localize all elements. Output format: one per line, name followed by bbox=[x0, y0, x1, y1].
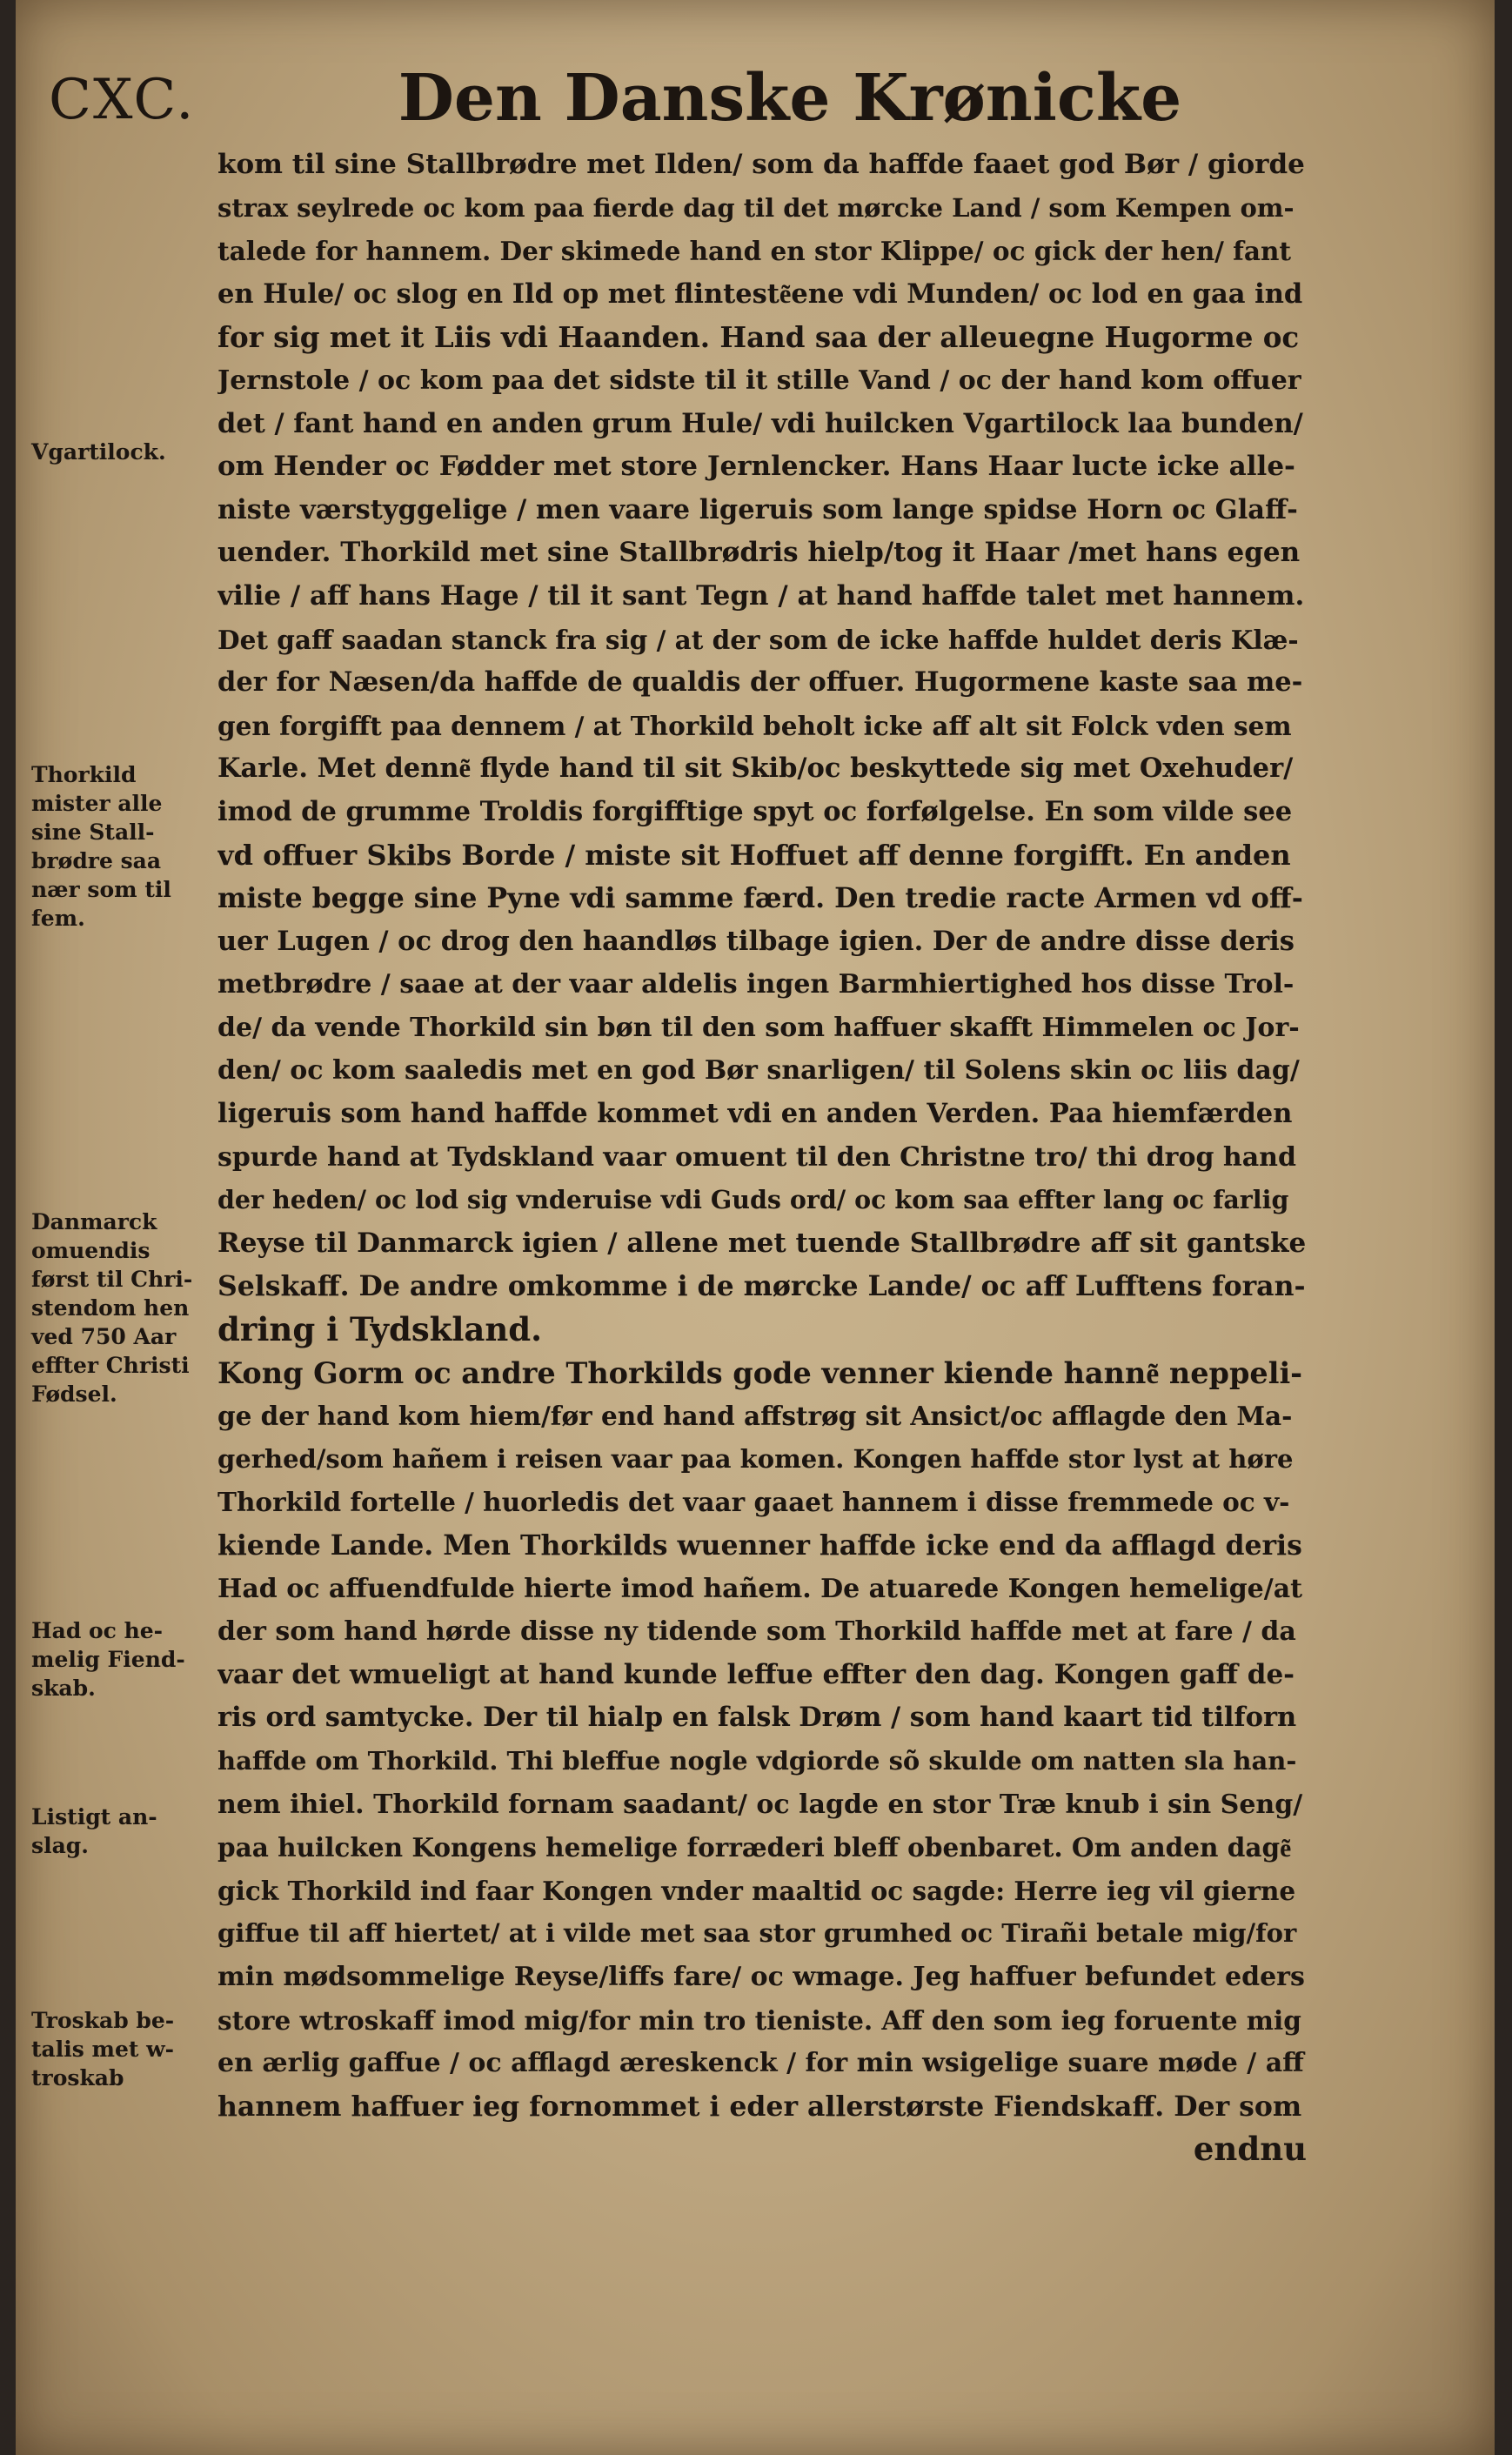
body-line: Jernstole / oc kom paa det sidste til it stille Vand / oc der hand kom offuer bbox=[217, 365, 1301, 396]
body-line: en Hule/ oc slog en Ild op met flinteste͂ene vdi Munden/ oc lod en gaa ind bbox=[217, 278, 1303, 310]
body-line: der som hand hørde disse ny tidende som Thorkild haffde met at fare / da bbox=[217, 1616, 1296, 1648]
body-line: uender. Thorkild met sine Stallbrødris hielp/tog it Haar /met hans egen bbox=[217, 537, 1301, 569]
body-line: min mødsommelige Reyse/liffs fare/ oc wmage. Jeg haffuer befundet eders bbox=[217, 1961, 1305, 1992]
body-line: de/ da vende Thorkild sin bøn til den som haffuer skafft Himmelen oc Jor- bbox=[217, 1012, 1300, 1043]
body-line: Thorkild fortelle / huorledis det vaar gaaet hannem i disse fremmede oc v- bbox=[217, 1487, 1290, 1518]
body-line: hannem haffuer ieg fornommet i eder allerstørste Fiendskaff. Der som bbox=[217, 2090, 1302, 2123]
margin-note-vgartilock bbox=[31, 438, 214, 466]
margin-note-line: mister alle bbox=[31, 791, 163, 816]
margin-note-line: Had oc he- bbox=[31, 1618, 164, 1643]
body-line: giffue til aff hiertet/ at i vilde met saa stor grumhed oc Tirañi betale mig/for bbox=[217, 1918, 1297, 1949]
body-line: vd offuer Skibs Borde / miste sit Hoffuet aff denne forgifft. En anden bbox=[217, 838, 1291, 872]
margin-note-line: Danmarck bbox=[31, 1209, 157, 1234]
body-line: imod de grumme Troldis forgifftige spyt oc forfølgelse. En som vilde see bbox=[217, 795, 1293, 827]
body-line: vilie / aff hans Hage / til it sant Tegn / at hand haffde talet met hannem. bbox=[217, 579, 1305, 612]
body-line: vaar det wmueligt at hand kunde leffue effter den dag. Kongen gaff de- bbox=[217, 1658, 1295, 1690]
body-line: ge der hand kom hiem/før end hand affstrøg sit Ansict/oc afflagde den Ma- bbox=[217, 1401, 1293, 1432]
margin-note-line: brødre saa bbox=[31, 848, 162, 873]
margin-note-troskab-betalis bbox=[31, 2006, 214, 2092]
margin-note-line: Vgartilock. bbox=[31, 439, 166, 465]
body-line: Kong Gorm oc andre Thorkilds gode venner kiende hanne͂ neppeli- bbox=[217, 1355, 1303, 1390]
body-line: kiende Lande. Men Thorkilds wuenner haffde icke end da afflagd deris bbox=[217, 1529, 1302, 1562]
body-line: den/ oc kom saaledis met en god Bør snarligen/ til Solens skin oc liis dag/ bbox=[217, 1055, 1300, 1087]
margin-note-line: fem. bbox=[31, 906, 85, 931]
margin-note-line: ved 750 Aar bbox=[31, 1324, 177, 1349]
body-line: for sig met it Liis vdi Haanden. Hand saa der alleuegne Hugorme oc bbox=[217, 320, 1300, 355]
body-line: Selskaff. De andre omkomme i de mørcke Lande/ oc aff Lufftens foran- bbox=[217, 1270, 1306, 1303]
margin-note-line: troskab bbox=[31, 2065, 124, 2090]
body-line: nem ihiel. Thorkild fornam saadant/ oc lagde en stor Træ knub i sin Seng/ bbox=[217, 1789, 1303, 1820]
margin-note-line: talis met w- bbox=[31, 2037, 175, 2062]
body-line: endnu bbox=[1193, 2130, 1307, 2169]
margin-note-line: skab. bbox=[31, 1676, 96, 1701]
margin-note-line: Thorkild bbox=[31, 762, 137, 787]
body-line: Karle. Met denne͂ flyde hand til sit Skib/oc beskyttede sig met Oxehuder/ bbox=[217, 753, 1294, 785]
body-line: det / fant hand en anden grum Hule/ vdi huilcken Vgartilock laa bunden/ bbox=[217, 407, 1303, 439]
body-line: Had oc affuendfulde hierte imod hañem. De atuarede Kongen hemelige/at bbox=[217, 1573, 1303, 1604]
margin-note-line: effter Christi bbox=[31, 1353, 190, 1378]
body-line: haffde om Thorkild. Thi bleffue nogle vdgiorde sõ skulde om natten sla han- bbox=[217, 1745, 1297, 1776]
body-line: niste værstyggelige / men vaare ligeruis som lange spidse Horn oc Glaff- bbox=[217, 493, 1298, 525]
margin-note-line: stendom hen bbox=[31, 1295, 190, 1321]
margin-note-danmarck-omuendis bbox=[31, 1207, 214, 1408]
body-line: ligeruis som hand haffde kommet vdi en anden Verden. Paa hiemfærden bbox=[217, 1098, 1293, 1130]
body-line: talede for hannem. Der skimede hand en stor Klippe/ oc gick der hen/ fant bbox=[217, 236, 1292, 267]
body-line: Det gaff saadan stanck fra sig / at der som de icke haffde huldet deris Klæ- bbox=[217, 624, 1299, 655]
margin-note-line: Fødsel. bbox=[31, 1381, 117, 1407]
body-line: dring i Tydskland. bbox=[217, 1310, 542, 1349]
body-line: gen forgifft paa dennem / at Thorkild beholt icke aff alt sit Folck vden sem bbox=[217, 710, 1292, 741]
margin-note-listigt-anslag bbox=[31, 1803, 214, 1860]
body-line: kom til sine Stallbrødre met Ilden/ som da haffde faaet god Bør / giorde bbox=[217, 149, 1305, 180]
body-line: gerhed/som hañem i reisen vaar paa komen. Kongen haffde stor lyst at høre bbox=[217, 1443, 1294, 1474]
body-line: miste begge sine Pyne vdi samme færd. Den tredie racte Armen vd off- bbox=[217, 882, 1303, 915]
body-line: metbrødre / saae at der vaar aldelis ingen Barmhiertighed hos disse Trol- bbox=[217, 969, 1295, 1000]
body-line: om Hender oc Fødder met store Jernlencker. Hans Haar lucte icke alle- bbox=[217, 451, 1295, 483]
body-line: ris ord samtycke. Der til hialp en falsk Drøm / som hand kaart tid tilforn bbox=[217, 1702, 1297, 1734]
body-line: Reyse til Danmarck igien / allene met tuende Stallbrødre aff sit gantske bbox=[217, 1227, 1307, 1259]
margin-note-line: nær som til bbox=[31, 877, 171, 902]
margin-note-line: melig Fiend- bbox=[31, 1647, 185, 1672]
body-line: der for Næsen/da haffde de qualdis der offuer. Hugormene kaste saa me- bbox=[217, 666, 1303, 699]
margin-note-line: Listigt an- bbox=[31, 1804, 157, 1830]
margin-note-thorkild-mister bbox=[31, 760, 214, 933]
body-line: uer Lugen / oc drog den haandløs tilbage igien. Der de andre disse deris bbox=[217, 925, 1295, 957]
body-line: paa huilcken Kongens hemelige forræderi bleff obenbaret. Om anden dage͂ bbox=[217, 1832, 1292, 1863]
book-page bbox=[16, 0, 1495, 2455]
page-number: CXC. bbox=[49, 68, 196, 132]
body-line: strax seylrede oc kom paa fierde dag til det mørcke Land / som Kempen om- bbox=[217, 192, 1295, 223]
body-line: en ærlig gaffue / oc afflagd æreskenck / for min wsigelige suare møde / aff bbox=[217, 2048, 1304, 2079]
running-title: Den Danske Krønicke bbox=[398, 61, 1182, 136]
body-line: gick Thorkild ind faar Kongen vnder maaltid oc sagde: Herre ieg vil gierne bbox=[217, 1875, 1296, 1906]
body-line: store wtroskaff imod mig/for min tro tieniste. Aff den som ieg foruente mig bbox=[217, 2004, 1301, 2036]
body-line: spurde hand at Tydskland vaar omuent til den Christne tro/ thi drog hand bbox=[217, 1141, 1296, 1173]
margin-note-line: Troskab be- bbox=[31, 2008, 175, 2033]
margin-note-line: først til Chri- bbox=[31, 1267, 193, 1292]
body-line: der heden/ oc lod sig vnderuise vdi Guds ord/ oc kom saa effter lang oc farlig bbox=[217, 1185, 1289, 1215]
margin-note-line: slag. bbox=[31, 1833, 89, 1858]
margin-note-had-oc-hemelig bbox=[31, 1616, 214, 1702]
margin-note-line: sine Stall- bbox=[31, 819, 155, 845]
margin-note-line: omuendis bbox=[31, 1238, 151, 1263]
body-text bbox=[217, 144, 1307, 2171]
